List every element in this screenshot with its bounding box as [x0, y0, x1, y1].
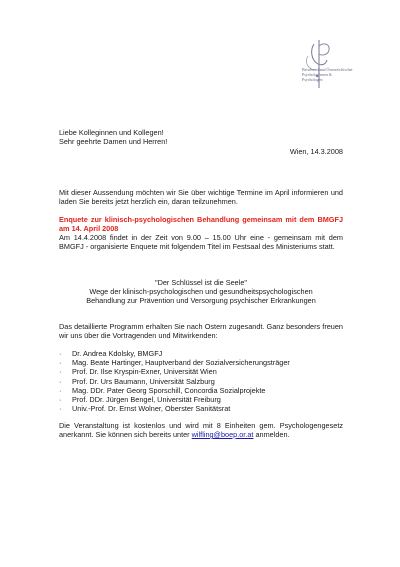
bullet: ·	[59, 349, 62, 358]
closing-paragraph	[59, 421, 343, 439]
event-paragraph: Am 14.4.2008 findet in der Zeit von 9.00 – 15.00 Uhr eine - gemeinsam mit dem BMGFJ - organisierte Enquete mit folgendem Titel im Festsaal des Ministeriums statt.	[59, 233, 343, 251]
boep-logo-icon	[288, 36, 368, 96]
speaker-name: Prof. DDr. Jürgen Bengel, Universität Freiburg	[72, 395, 221, 405]
logo-text	[302, 67, 372, 82]
salutation-line: Sehr geehrte Damen und Herren!	[59, 137, 168, 146]
speaker-list	[59, 349, 343, 413]
speaker-name: Mag. Beate Hartinger, Hauptverband der Sozialversicherungsträger	[72, 358, 290, 368]
closing-text: Die Veranstaltung ist kostenlos und wird mit 8 Einheiten gem. Psychologengesetz anerkannt. Sie können sich bereits unter	[59, 421, 343, 439]
logo-text-line: PsychologInnen &	[302, 72, 332, 77]
logo-text-line: Psychologen	[302, 77, 323, 82]
event-heading: Enquete zur klinisch-psychologischen Behandlung gemeinsam mit dem BMGFJ am 14. April 2008	[59, 215, 343, 233]
speaker-name: Mag. DDr. Pater Georg Sporschill, Concordia Sozialprojekte	[72, 385, 266, 395]
list-item	[59, 349, 343, 358]
event-title-block	[59, 278, 343, 305]
bullet: ·	[59, 395, 62, 405]
bullet: ·	[59, 367, 62, 377]
salutation	[59, 128, 343, 146]
list-item	[59, 358, 343, 367]
bullet: ·	[59, 376, 62, 386]
speaker-name: Prof. Dr. Urs Baumann, Universität Salzburg	[72, 376, 215, 386]
speaker-name: Univ.-Prof. Dr. Ernst Wolner, Oberster Sanitätsrat	[72, 404, 231, 414]
list-item	[59, 367, 343, 376]
event-title: "Der Schlüssel ist die Seele"	[155, 278, 247, 287]
list-item	[59, 404, 343, 413]
event-subtitle-line: Wege der klinisch-psychologischen und gesundheitspsychologischen	[89, 287, 313, 296]
email-link[interactable]: wilfling@boep.or.at	[191, 430, 254, 439]
list-item	[59, 377, 343, 386]
logo-text-line: Berufsverband Österreichischer	[302, 67, 353, 72]
closing-text-end: anmelden.	[253, 430, 290, 439]
list-item	[59, 386, 343, 395]
event-subtitle-line: Behandlung zur Prävention und Versorgung psychischer Erkrankungen	[86, 296, 316, 305]
letter-date: Wien, 14.3.2008	[289, 147, 343, 156]
bullet: ·	[59, 385, 62, 395]
speaker-name: Prof. Dr. Ilse Kryspin-Exner, Universität Wien	[72, 367, 217, 377]
intro-paragraph: Mit dieser Aussendung möchten wir Sie über wichtige Termine im April informieren und laden Sie bereits jetzt herzlich ein, daran teilzunehmen.	[59, 188, 343, 206]
speaker-name: Dr. Andrea Kdolsky, BMGFJ	[72, 349, 163, 358]
list-item	[59, 395, 343, 404]
bullet: ·	[59, 358, 62, 368]
bullet: ·	[59, 404, 62, 414]
program-paragraph: Das detaillierte Programm erhalten Sie nach Ostern zugesandt. Ganz besonders freuen wir uns über die Vortragenden und Mitwirkenden:	[59, 322, 343, 340]
salutation-line: Liebe Kolleginnen und Kollegen!	[59, 128, 164, 137]
